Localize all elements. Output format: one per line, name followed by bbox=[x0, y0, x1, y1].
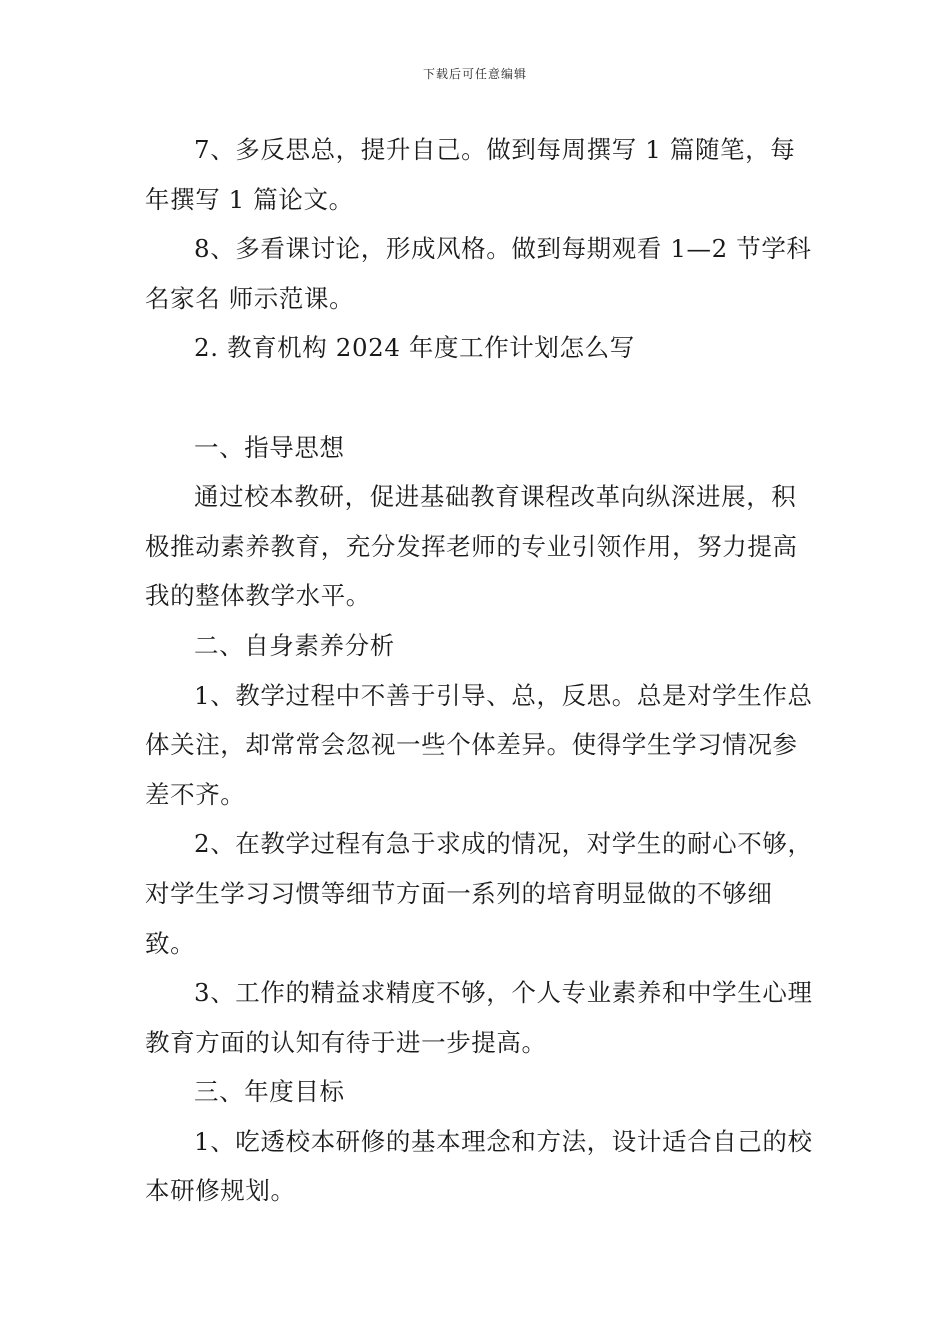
paragraph-goal-1: 1、吃透校本研修的基本理念和方法，设计适合自己的校本研修规划。 bbox=[145, 1126, 813, 1206]
heading-annual-goals: 三、年度目标 bbox=[194, 1077, 345, 1107]
paragraph-analysis-1: 1、教学过程中不善于引导、总，反思。总是对学生作总体关注，却常常会忽视一些个体差异。使得学生学习情况参差不齐。 bbox=[145, 680, 813, 809]
document-body bbox=[145, 125, 815, 1216]
paragraph-item-7: 7、多反思总，提升自己。做到每周撰写 1 篇随笔，每年撰写 1 篇论文。 bbox=[145, 135, 796, 214]
heading-guiding-thought: 一、指导思想 bbox=[194, 432, 345, 462]
paragraph-analysis-2: 2、在教学过程有急于求成的情况，对学生的耐心不够，对学生学习习惯等细节方面一系列的培育明显做的不够细致。 bbox=[145, 829, 813, 958]
heading-self-analysis: 二、自身素养分析 bbox=[194, 630, 395, 660]
paragraph-guiding-thought: 通过校本教研，促进基础教育课程改革向纵深进展，积极推动素养教育，充分发挥老师的专业引领作用，努力提高我的整体教学水平。 bbox=[145, 482, 798, 611]
paragraph-item-8: 8、多看课讨论，形成风格。做到每期观看 1—2 节学科名家名 师示范课。 bbox=[145, 234, 812, 313]
blank-line bbox=[145, 373, 815, 423]
section-title: 2. 教育机构 2024 年度工作计划怎么写 bbox=[194, 333, 635, 363]
paragraph-analysis-3: 3、工作的精益求精度不够，个人专业素养和中学生心理教育方面的认知有待于进一步提高。 bbox=[145, 978, 813, 1057]
page-header: 下载后可任意编辑 bbox=[422, 67, 527, 81]
